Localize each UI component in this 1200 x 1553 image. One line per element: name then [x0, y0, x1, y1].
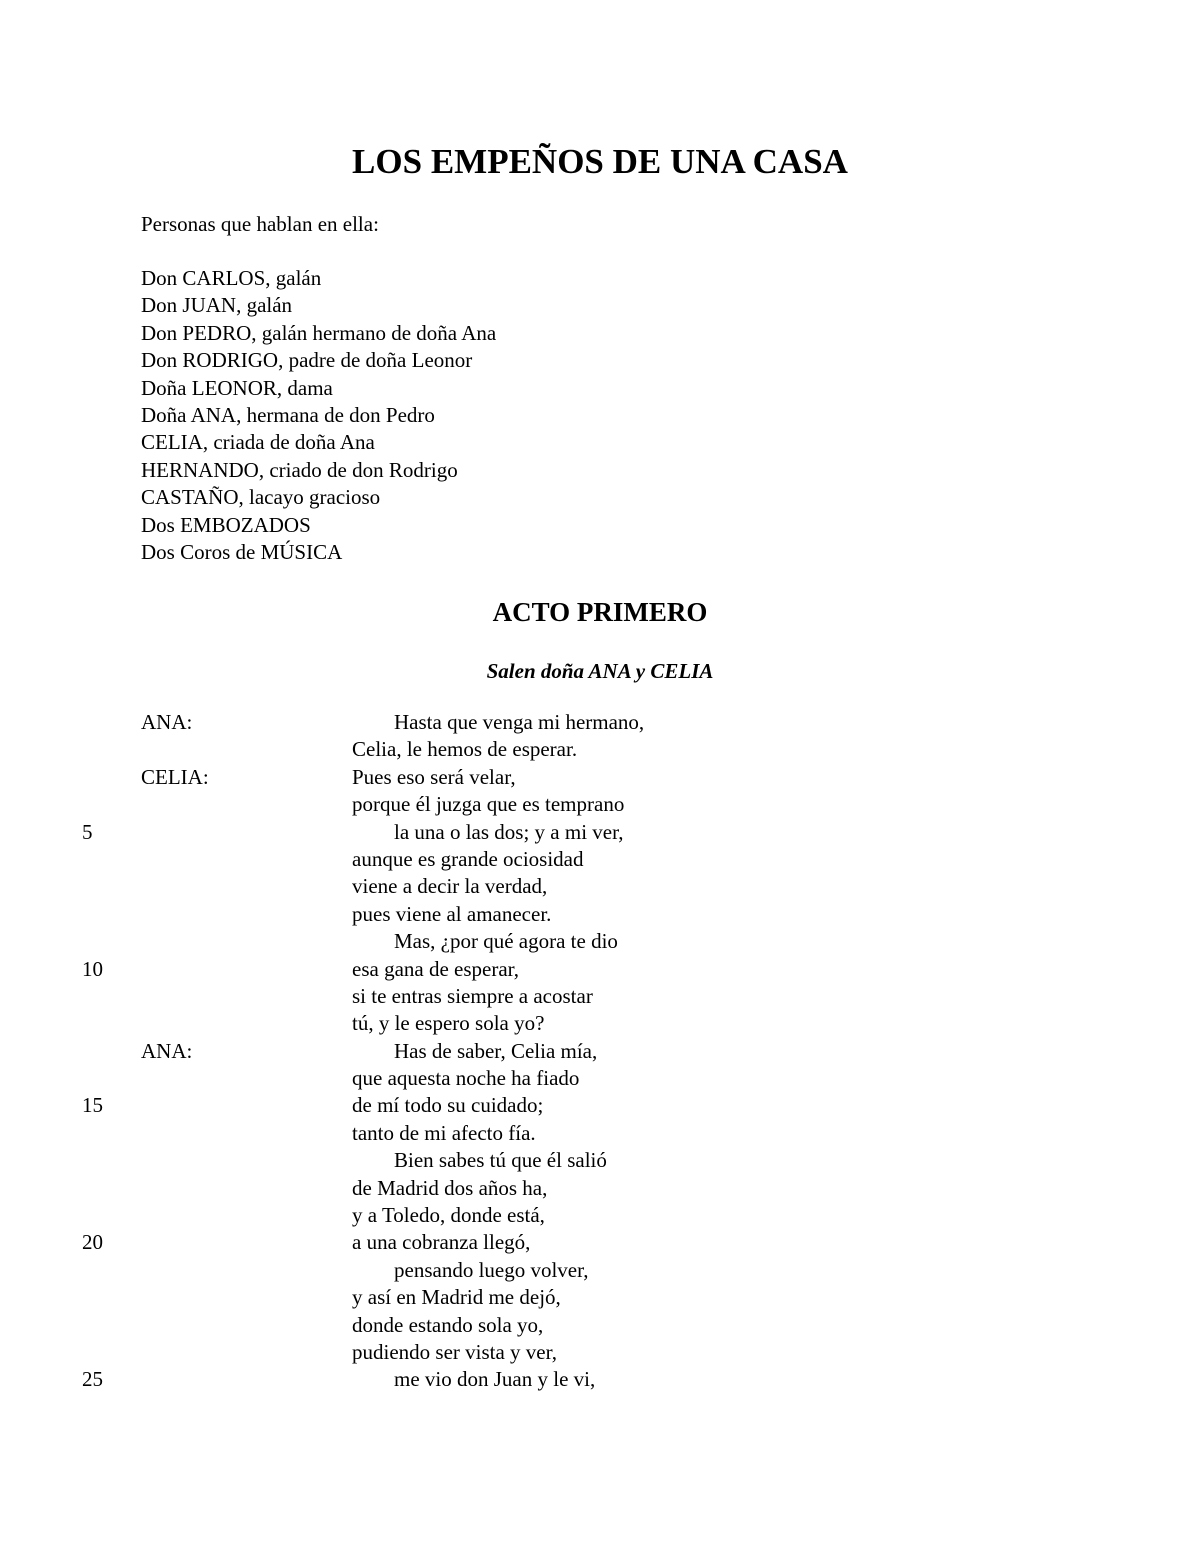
verse-text: Bien sabes tú que él salió [394, 1148, 607, 1173]
verse-line [0, 1202, 1200, 1229]
stage-direction: Salen doña ANA y CELIA [486, 659, 714, 683]
verse-text: aunque es grande ociosidad [352, 846, 584, 871]
cast-member: HERNANDO, criado de don Rodrigo [141, 457, 458, 482]
verse-text: de mí todo su cuidado; [352, 1093, 544, 1118]
cast-member: Don RODRIGO, padre de doña Leonor [141, 348, 473, 373]
cast-member: Don JUAN, galán [141, 293, 293, 318]
cast-member: Don PEDRO, galán hermano de doña Ana [141, 320, 497, 345]
verse-line [0, 1175, 1200, 1202]
line-number: 10 [82, 956, 103, 981]
verse-text: pudiendo ser vista y ver, [352, 1339, 558, 1364]
verse-line [0, 791, 1200, 818]
verse-text: tú, y le espero sola yo? [352, 1011, 545, 1036]
verse-line [0, 1065, 1200, 1092]
verse-text: Celia, le hemos de esperar. [352, 737, 578, 762]
line-number: 15 [82, 1093, 103, 1118]
verse-text: Hasta que venga mi hermano, [394, 710, 645, 734]
verse-line [0, 901, 1200, 928]
verse-line [0, 1147, 1200, 1174]
verse-line [0, 983, 1200, 1010]
verse-line [0, 819, 1200, 846]
verse-text: pensando luego volver, [394, 1257, 589, 1282]
verse-text: donde estando sola yo, [352, 1312, 544, 1337]
cast-member: Doña LEONOR, dama [141, 375, 333, 400]
verse-text: tanto de mi afecto fía. [352, 1120, 536, 1145]
verse-text: y a Toledo, donde está, [352, 1203, 545, 1228]
cast-member: CASTAÑO, lacayo gracioso [141, 485, 381, 510]
verse-text: porque él juzga que es temprano [352, 792, 625, 817]
play-title: LOS EMPEÑOS DE UNA CASA [352, 142, 848, 181]
cast-member: Don CARLOS, galán [141, 266, 322, 290]
verse-line [0, 873, 1200, 900]
cast-member: Dos Coros de MÚSICA [141, 540, 343, 565]
verse-text: me vio don Juan y le vi, [394, 1367, 596, 1392]
verse-line [0, 1038, 1200, 1065]
cast-member: Doña ANA, hermana de don Pedro [141, 403, 435, 428]
verse-line [0, 956, 1200, 983]
act-heading: ACTO PRIMERO [492, 597, 708, 627]
verse-text: viene a decir la verdad, [352, 874, 548, 899]
verse-text: si te entras siempre a acostar [352, 983, 593, 1008]
verse-line [0, 1312, 1200, 1339]
cast-member: Dos EMBOZADOS [141, 512, 311, 537]
verse-text: pues viene al amanecer. [352, 901, 552, 926]
speaker-name: ANA: [141, 710, 193, 734]
verse-line [0, 1339, 1200, 1366]
verse-line [0, 709, 1200, 736]
cast-member: CELIA, criada de doña Ana [141, 430, 375, 455]
verse-block [0, 709, 1200, 1394]
verse-text: Pues eso será velar, [352, 764, 516, 789]
speaker-name: CELIA: [141, 764, 209, 789]
verse-line [0, 1010, 1200, 1037]
verse-text: a una cobranza llegó, [352, 1230, 531, 1255]
verse-line [0, 764, 1200, 791]
verse-line [0, 1257, 1200, 1284]
verse-line [0, 1120, 1200, 1147]
line-number: 25 [82, 1367, 103, 1392]
verse-line [0, 1284, 1200, 1311]
verse-line [0, 1366, 1200, 1393]
line-number: 5 [82, 819, 93, 844]
verse-line [0, 736, 1200, 763]
verse-text: que aquesta noche ha fiado [352, 1066, 580, 1091]
cast-list [141, 265, 496, 566]
verse-line [0, 1092, 1200, 1119]
verse-text: y así en Madrid me dejó, [352, 1285, 561, 1310]
verse-line [0, 928, 1200, 955]
verse-text: Mas, ¿por qué agora te dio [394, 929, 618, 954]
speaker-name: ANA: [141, 1038, 193, 1063]
verse-text: esa gana de esperar, [352, 956, 520, 981]
verse-line [0, 846, 1200, 873]
verse-text: Has de saber, Celia mía, [394, 1038, 598, 1063]
verse-text: de Madrid dos años ha, [352, 1175, 548, 1200]
verse-line [0, 1229, 1200, 1256]
cast-intro: Personas que hablan en ella: [141, 212, 379, 236]
line-number: 20 [82, 1230, 103, 1255]
verse-text: la una o las dos; y a mi ver, [394, 819, 624, 844]
